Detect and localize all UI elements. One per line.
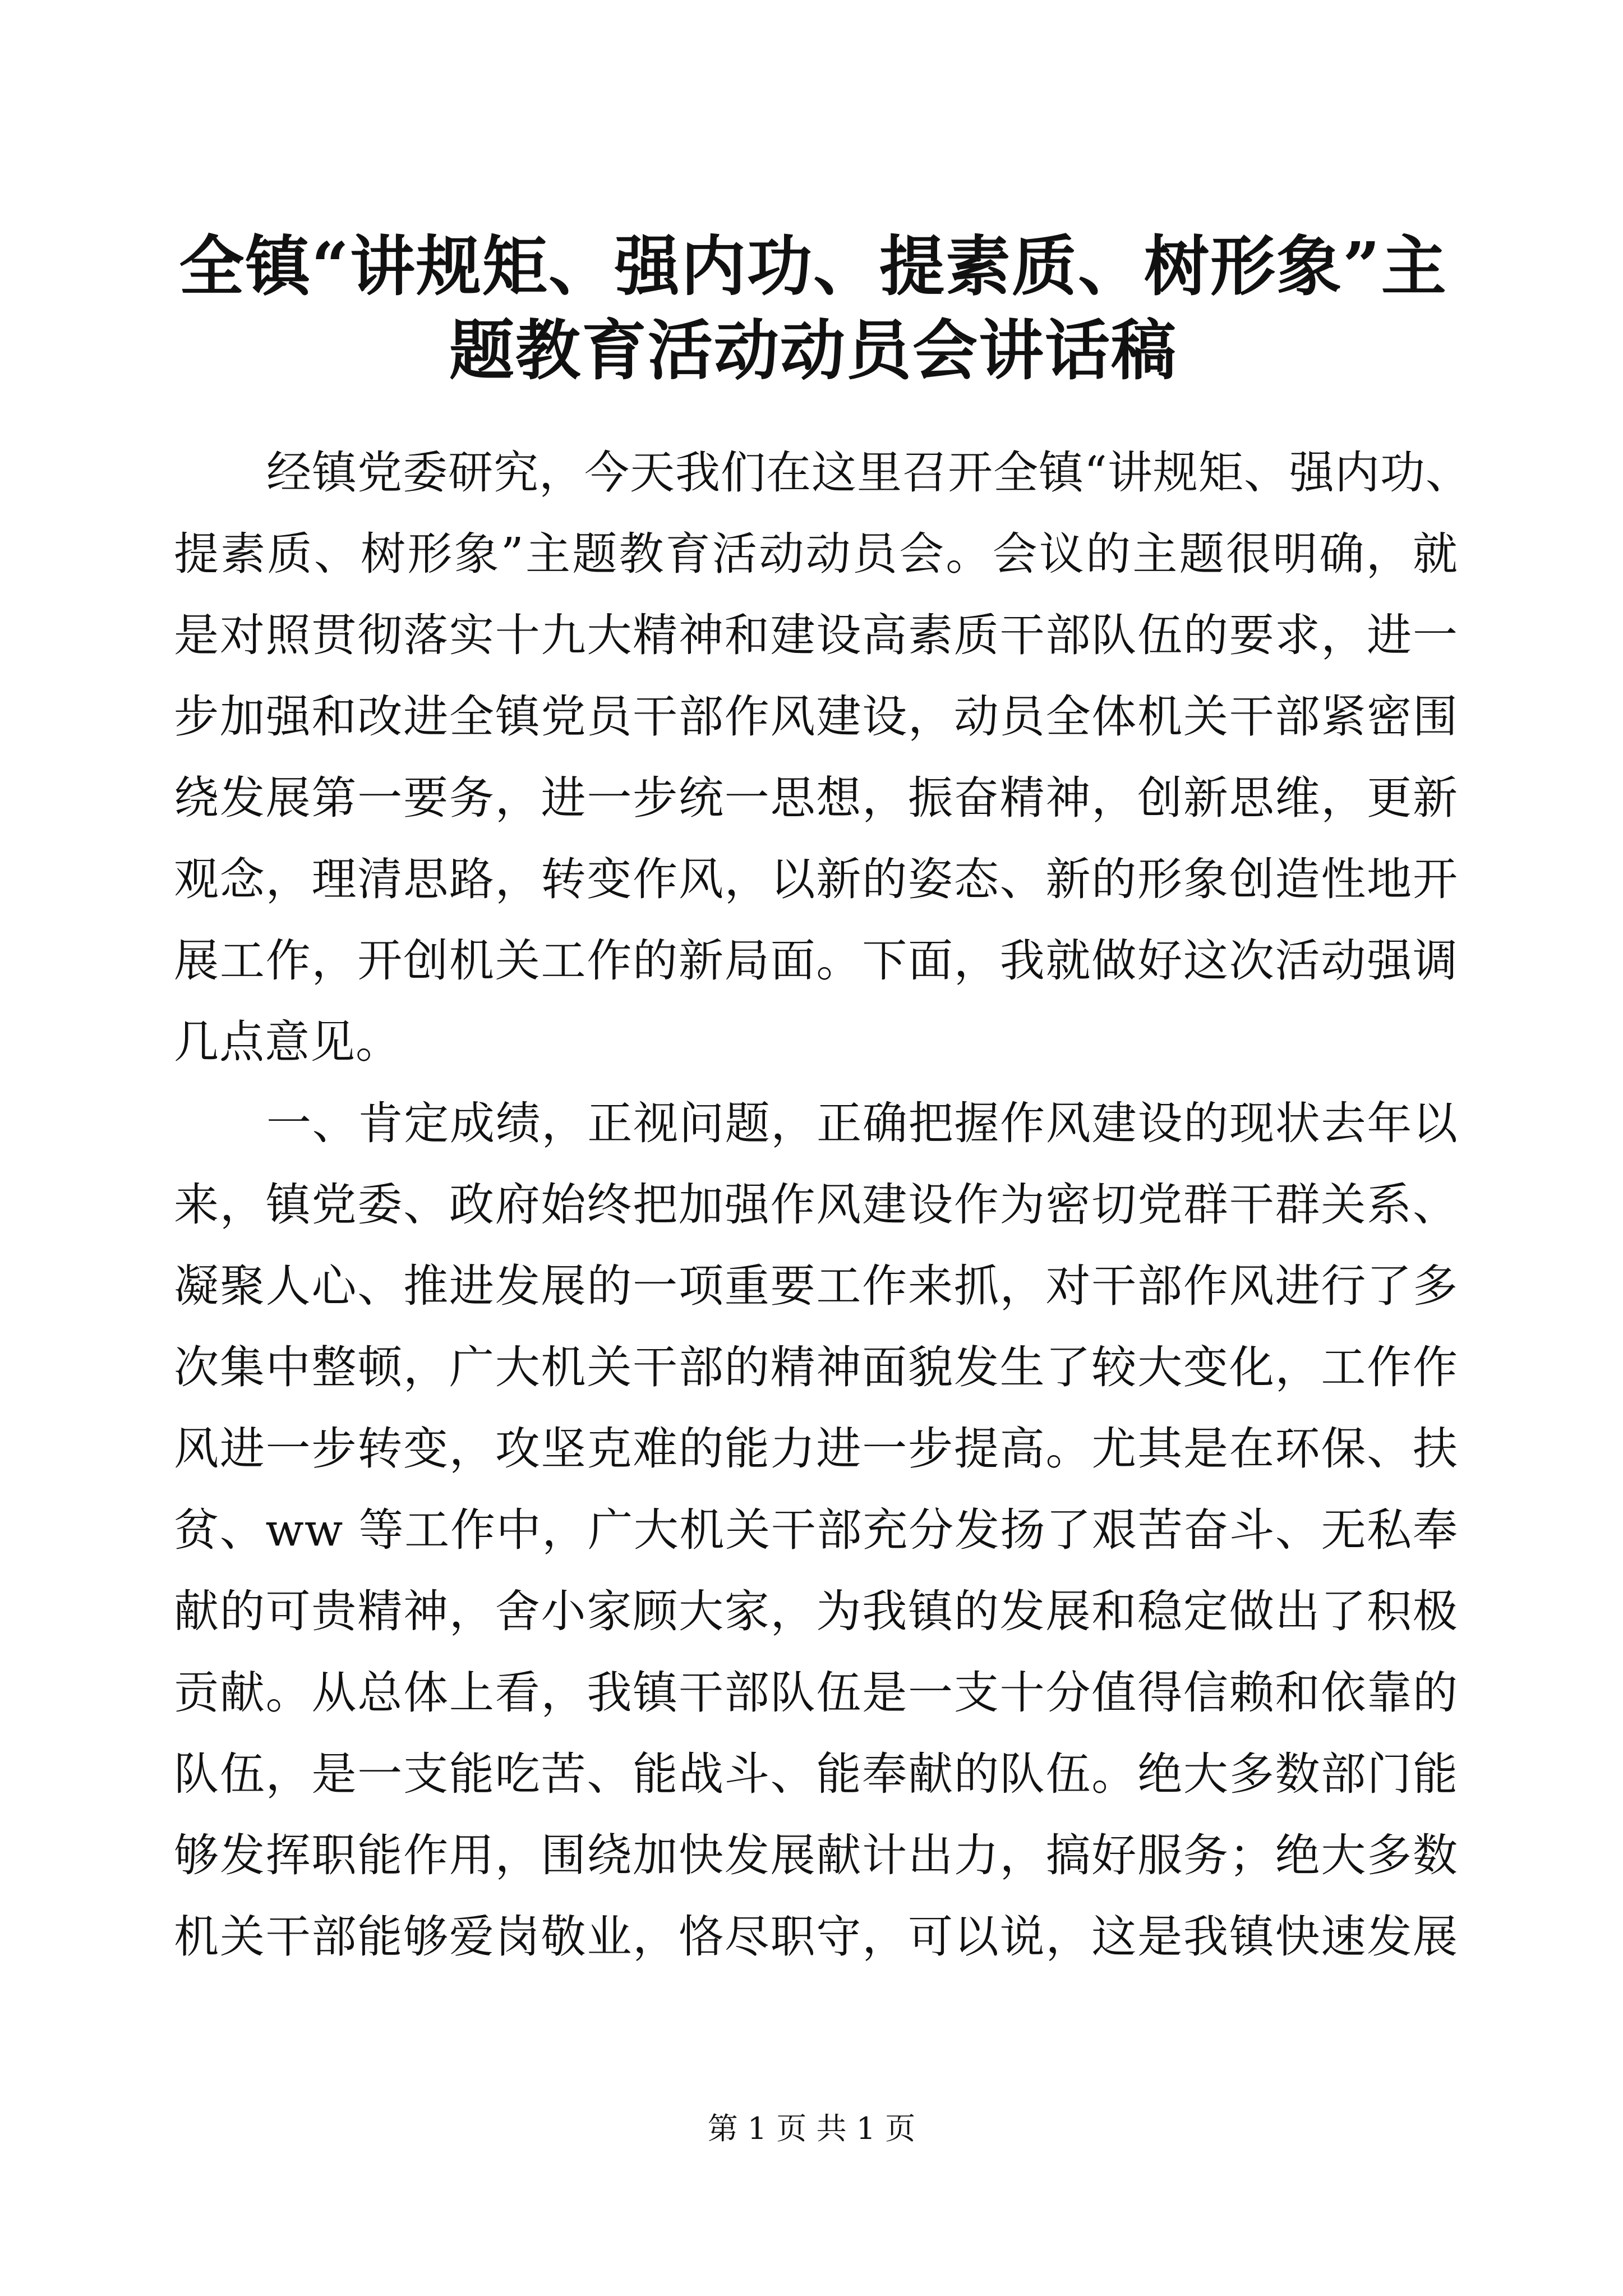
paragraph-line: 观念，理清思路，转变作风，以新的姿态、新的形象创造性地开 bbox=[174, 853, 1458, 905]
paragraph-line: 是对照贯彻落实十九大精神和建设高素质干部队伍的要求，进一 bbox=[174, 609, 1458, 661]
paragraph-line: 展工作，开创机关工作的新局面。下面，我就做好这次活动强调 bbox=[174, 935, 1458, 987]
paragraph-line: 一、肯定成绩，正视问题，正确把握作风建设的现状去年以 bbox=[266, 1097, 1458, 1149]
paragraph-line: 队伍，是一支能吃苦、能战斗、能奉献的队伍。绝大多数部门能 bbox=[174, 1748, 1458, 1800]
paragraph-line: 风进一步转变，攻坚克难的能力进一步提高。尤其是在环保、扶 bbox=[174, 1423, 1458, 1475]
paragraph-line: 经镇党委研究，今天我们在这里召开全镇“讲规矩、强内功、 bbox=[266, 447, 1471, 499]
paragraph-line: 机关干部能够爱岗敬业，恪尽职守，可以说，这是我镇快速发展 bbox=[174, 1911, 1458, 1963]
document-title bbox=[168, 224, 1458, 393]
title-line: 题教育活动动员会讲话稿 bbox=[449, 312, 1177, 389]
paragraph-line: 几点意见。 bbox=[174, 1016, 401, 1068]
paragraph-line: 贡献。从总体上看，我镇干部队伍是一支十分值得信赖和依靠的 bbox=[174, 1667, 1458, 1719]
title-line: 全镇“讲规矩、强内功、提素质、树形象”主 bbox=[179, 228, 1447, 305]
paragraph-line: 凝聚人心、推进发展的一项重要工作来抓，对干部作风进行了多 bbox=[174, 1260, 1458, 1312]
paragraph-line: 够发挥职能作用，围绕加快发展献计出力，搞好服务；绝大多数 bbox=[174, 1829, 1458, 1881]
paragraph bbox=[174, 1083, 1458, 1977]
paragraph-line: 贫、ww 等工作中，广大机关干部充分发扬了艰苦奋斗、无私奉 bbox=[174, 1504, 1458, 1556]
paragraph-line: 绕发展第一要务，进一步统一思想，振奋精神，创新思维，更新 bbox=[174, 772, 1458, 824]
paragraph-line: 步加强和改进全镇党员干部作风建设，动员全体机关干部紧密围 bbox=[174, 691, 1458, 743]
paragraph-line: 次集中整顿，广大机关干部的精神面貌发生了较大变化，工作作 bbox=[174, 1341, 1458, 1393]
paragraph-line: 提素质、树形象”主题教育活动动员会。会议的主题很明确，就 bbox=[174, 528, 1458, 580]
paragraph-line: 来，镇党委、政府始终把加强作风建设作为密切党群干群关系、 bbox=[174, 1179, 1458, 1231]
paragraph bbox=[174, 432, 1471, 1083]
document-body bbox=[174, 432, 1471, 1977]
paragraph-line: 献的可贵精神，舍小家顾大家，为我镇的发展和稳定做出了积极 bbox=[174, 1585, 1458, 1637]
page-footer: 第 1 页 共 1 页 bbox=[707, 2111, 916, 2146]
